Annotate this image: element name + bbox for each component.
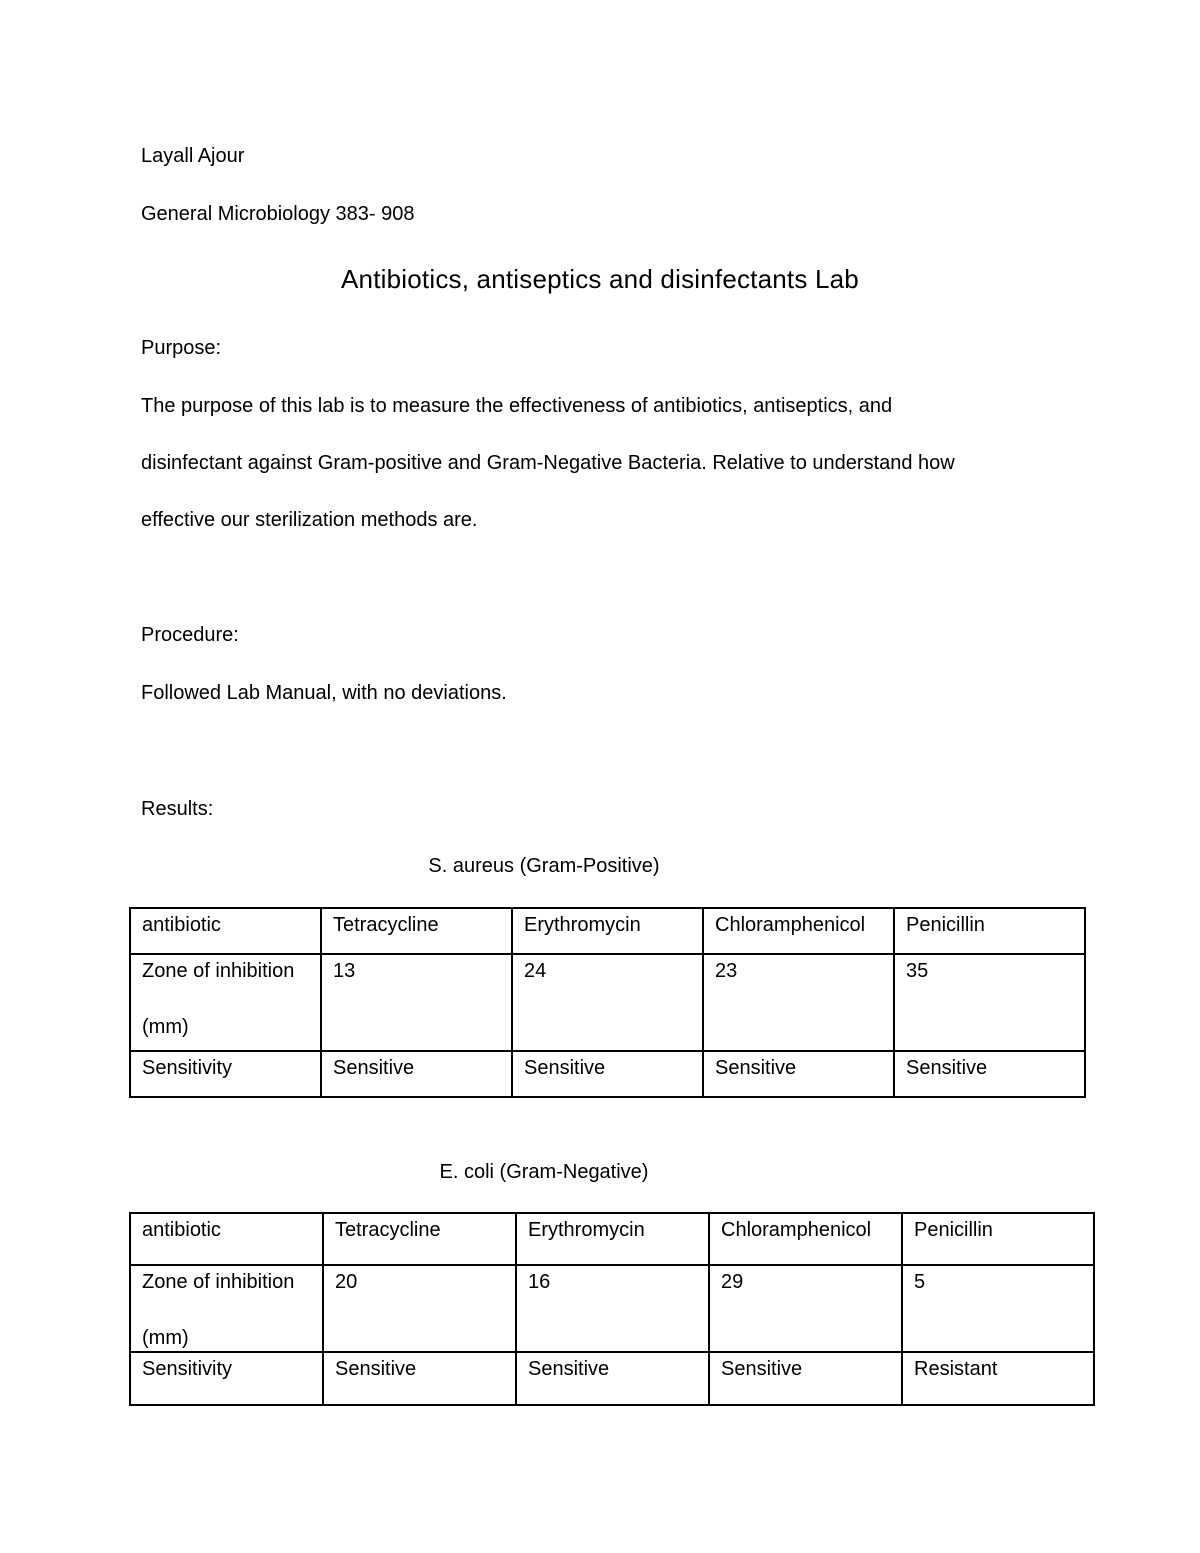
zone-value-tetracycline: 20 <box>323 1265 516 1352</box>
zone-label-cell <box>130 954 321 1051</box>
zone-row <box>130 954 1085 1051</box>
header-cell-chloramphenicol: Chloramphenicol <box>703 908 894 954</box>
sensitivity-row <box>130 1352 1094 1405</box>
zone-label-cell <box>130 1265 323 1352</box>
results-table-s-aureus <box>129 907 1086 1098</box>
purpose-heading: Purpose: <box>141 337 222 359</box>
table-caption-s-aureus: S. aureus (Gram-Positive) <box>428 855 660 877</box>
table-caption-e-coli: E. coli (Gram-Negative) <box>439 1161 649 1183</box>
header-cell-erythromycin: Erythromycin <box>516 1213 709 1265</box>
header-cell-erythromycin: Erythromycin <box>512 908 703 954</box>
results-table-e-coli <box>129 1212 1095 1406</box>
header-cell-tetracycline: Tetracycline <box>321 908 512 954</box>
document-title: Antibiotics, antiseptics and disinfectants Lab <box>341 264 859 294</box>
header-cell-penicillin: Penicillin <box>894 908 1085 954</box>
sensitivity-chloramphenicol: Sensitive <box>703 1051 894 1097</box>
zone-row <box>130 1265 1094 1352</box>
sensitivity-label: Sensitivity <box>130 1051 321 1097</box>
zone-value-erythromycin: 24 <box>512 954 703 1051</box>
header-cell-penicillin: Penicillin <box>902 1213 1094 1265</box>
zone-unit: (mm) <box>142 1016 189 1038</box>
purpose-line-2: disinfectant against Gram-positive and Gram-Negative Bacteria. Relative to understand how <box>141 452 955 474</box>
sensitivity-row <box>130 1051 1085 1097</box>
zone-value-chloramphenicol: 23 <box>703 954 894 1051</box>
sensitivity-erythromycin: Sensitive <box>516 1352 709 1405</box>
zone-value-penicillin: 35 <box>894 954 1085 1051</box>
sensitivity-chloramphenicol: Sensitive <box>709 1352 902 1405</box>
table-header-row <box>130 1213 1094 1265</box>
sensitivity-tetracycline: Sensitive <box>321 1051 512 1097</box>
procedure-heading: Procedure: <box>141 624 239 646</box>
procedure-text: Followed Lab Manual, with no deviations. <box>141 682 507 704</box>
zone-label: Zone of inhibition <box>142 960 295 982</box>
sensitivity-erythromycin: Sensitive <box>512 1051 703 1097</box>
results-heading: Results: <box>141 798 214 820</box>
zone-value-chloramphenicol: 29 <box>709 1265 902 1352</box>
header-cell-antibiotic: antibiotic <box>130 908 321 954</box>
zone-value-erythromycin: 16 <box>516 1265 709 1352</box>
header-cell-tetracycline: Tetracycline <box>323 1213 516 1265</box>
sensitivity-penicillin: Resistant <box>902 1352 1094 1405</box>
author-name: Layall Ajour <box>141 145 245 167</box>
sensitivity-tetracycline: Sensitive <box>323 1352 516 1405</box>
sensitivity-label: Sensitivity <box>130 1352 323 1405</box>
zone-unit: (mm) <box>142 1327 189 1349</box>
sensitivity-penicillin: Sensitive <box>894 1051 1085 1097</box>
table-header-row <box>130 908 1085 954</box>
zone-value-tetracycline: 13 <box>321 954 512 1051</box>
zone-value-penicillin: 5 <box>902 1265 1094 1352</box>
zone-label: Zone of inhibition <box>142 1271 295 1293</box>
purpose-line-3: effective our sterilization methods are. <box>141 509 478 531</box>
header-cell-chloramphenicol: Chloramphenicol <box>709 1213 902 1265</box>
purpose-line-1: The purpose of this lab is to measure the effectiveness of antibiotics, antiseptics, and <box>141 395 893 417</box>
header-cell-antibiotic: antibiotic <box>130 1213 323 1265</box>
course-name: General Microbiology 383- 908 <box>141 203 415 225</box>
